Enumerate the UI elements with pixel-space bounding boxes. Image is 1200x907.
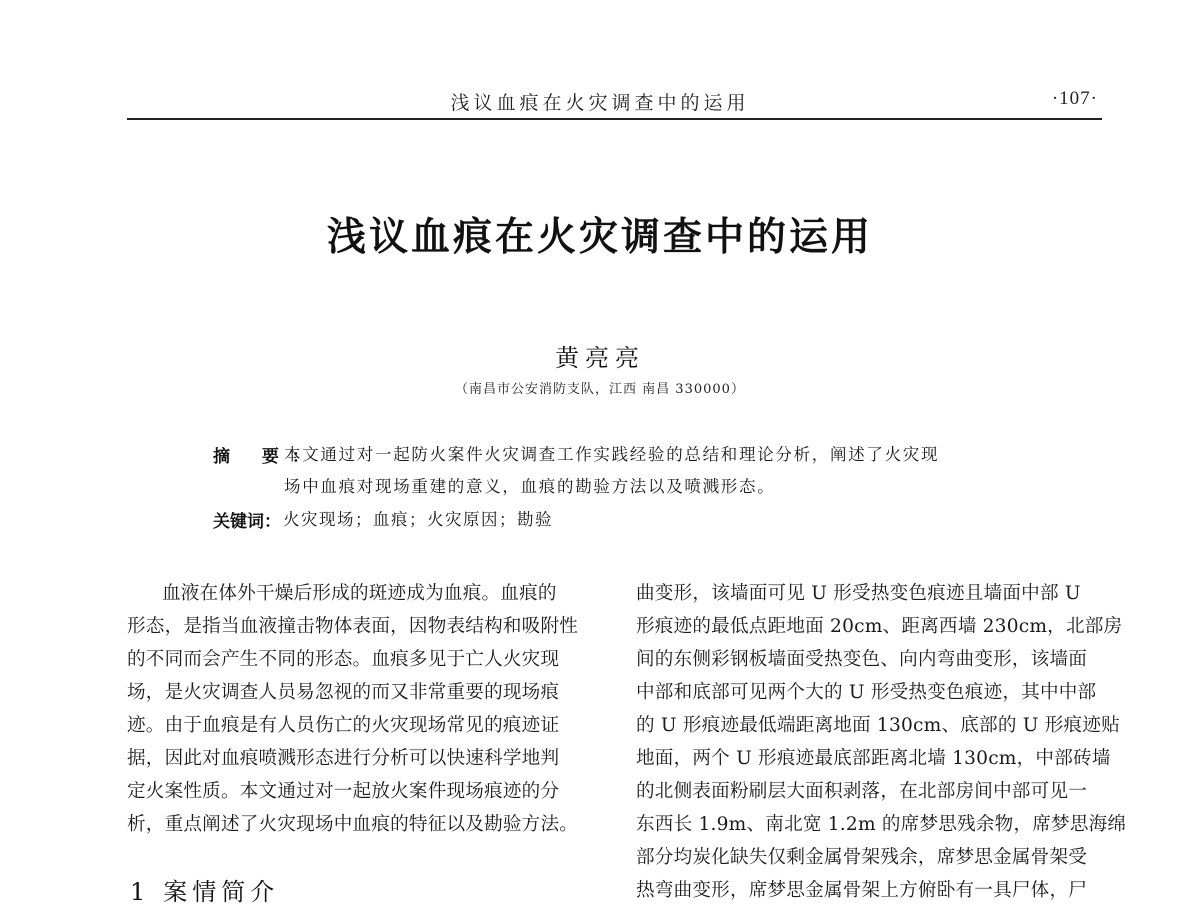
running-header-title: 浅议血痕在火灾调查中的运用 xyxy=(450,92,750,114)
body-line: 的不同而会产生不同的形态。血痕多见于亡人火灾现 xyxy=(127,649,560,670)
body-line: 间的东侧彩钢板墙面受热变色、向内弯曲变形，该墙面 xyxy=(636,649,1088,670)
section-number: 1 xyxy=(130,878,146,906)
body-line: 的北侧表面粉刷层大面积剥落，在北部房间中部可见一 xyxy=(636,781,1088,802)
author-affiliation: （南昌市公安消防支队，江西 南昌 330000） xyxy=(455,382,745,397)
body-line: 形痕迹的最低点距地面 20cm、距离西墙 230cm，北部房 xyxy=(636,616,1123,637)
body-line: 地面，两个 U 形痕迹最底部距离北墙 130cm，中部砖墙 xyxy=(636,748,1111,769)
body-line: 东西长 1.9m、南北宽 1.2m 的席梦思残余物，席梦思海绵 xyxy=(636,814,1127,835)
header-rule xyxy=(127,118,1102,120)
article-title: 浅议血痕在火灾调查中的运用 xyxy=(326,215,873,260)
body-line: 中部和底部可见两个大的 U 形受热变色痕迹，其中中部 xyxy=(636,682,1097,703)
body-line: 场，是火灾调查人员易忽视的而又非常重要的现场痕 xyxy=(127,682,560,703)
abstract-label: 摘 要： xyxy=(213,447,322,467)
body-line: 热弯曲变形，席梦思金属骨架上方俯卧有一具尸体，尸 xyxy=(636,880,1088,901)
body-line: 形态，是指当血液撞击物体表面，因物表结构和吸附性 xyxy=(127,616,579,637)
body-line: 曲变形，该墙面可见 U 形受热变色痕迹且墙面中部 U xyxy=(636,583,1081,604)
body-line: 迹。由于血痕是有人员伤亡的火灾现场常见的痕迹证 xyxy=(127,715,560,736)
keywords-label: 关键词： xyxy=(213,512,281,532)
abstract-line: 场中血痕对现场重建的意义，血痕的勘验方法以及喷溅形态。 xyxy=(284,477,776,496)
page-number: ·107· xyxy=(1051,88,1098,109)
abstract-line: 本文通过对一起防火案件火灾调查工作实践经验的总结和理论分析，阐述了火灾现 xyxy=(284,445,940,464)
body-line: 的 U 形痕迹最低端距离地面 130cm、底部的 U 形痕迹贴 xyxy=(636,715,1120,736)
body-line: 血液在体外干燥后形成的斑迹成为血痕。血痕的 xyxy=(162,583,557,604)
body-line: 据，因此对血痕喷溅形态进行分析可以快速科学地判 xyxy=(127,748,560,769)
body-line: 定火案性质。本文通过对一起放火案件现场痕迹的分 xyxy=(127,781,560,802)
section-title: 案情简介 xyxy=(163,878,280,906)
author-name: 黄亮亮 xyxy=(555,344,645,372)
body-line: 部分均炭化缺失仅剩金属骨架残余，席梦思金属骨架受 xyxy=(636,847,1088,868)
keywords-text: 火灾现场；血痕；火灾原因；勘验 xyxy=(283,510,553,529)
body-line: 析，重点阐述了火灾现场中血痕的特征以及勘验方法。 xyxy=(127,814,579,835)
